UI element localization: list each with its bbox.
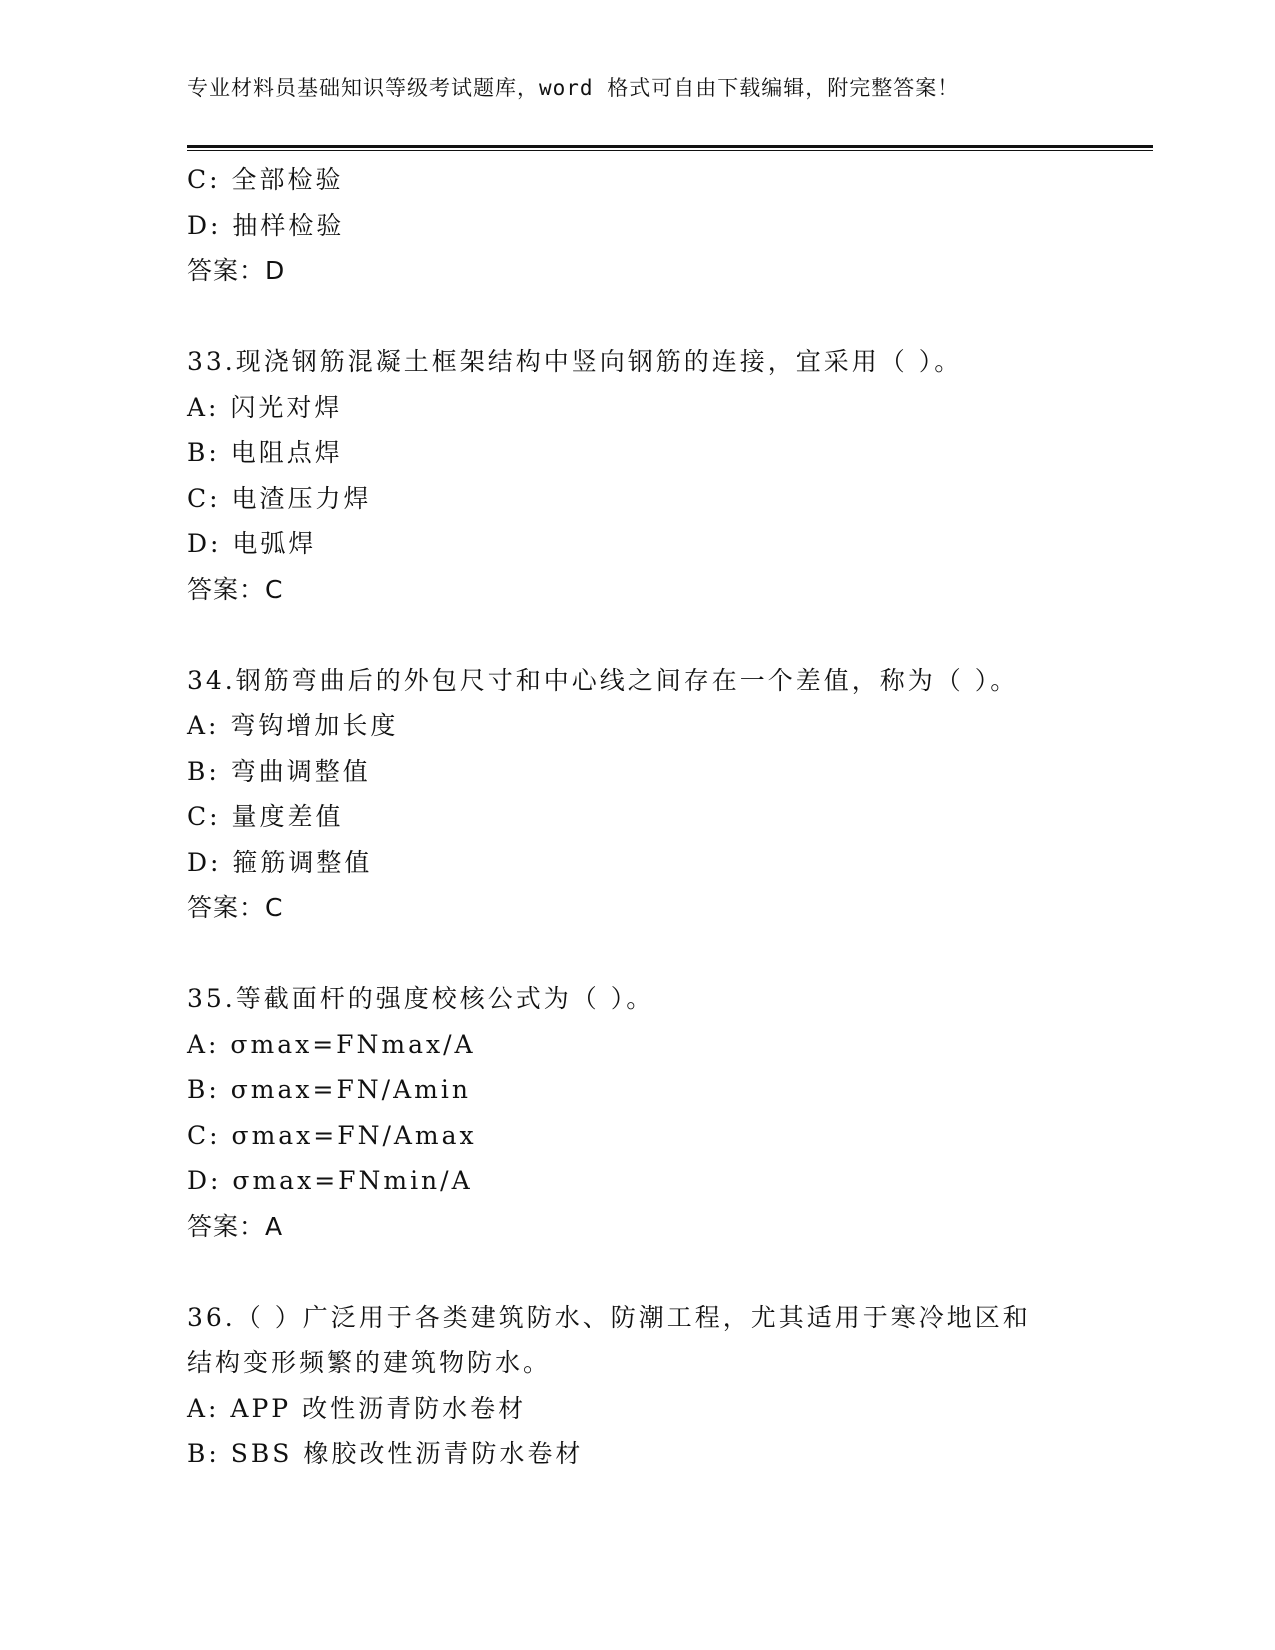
option-d: D: σmax=FNmin/A <box>187 1166 473 1195</box>
question-block-35 <box>187 976 1147 1249</box>
option-a: A: 弯钩增加长度 <box>187 711 399 740</box>
question-stem: 33.现浇钢筋混凝土框架结构中竖向钢筋的连接，宜采用（ ）。 <box>187 347 963 376</box>
question-block-32 <box>187 157 1147 294</box>
answer-line: 答案：D <box>187 256 286 285</box>
header-rule-thick <box>187 145 1153 148</box>
spacer <box>187 612 1147 658</box>
option-c: C: σmax=FN/Amax <box>187 1120 477 1150</box>
option-c: C: 电渣压力焊 <box>187 483 372 513</box>
question-stem: 36.（ ）广泛用于各类建筑防水、防潮工程，尤其适用于寒冷地区和 <box>187 1302 1031 1332</box>
question-stem: 34.钢筋弯曲后的外包尺寸和中心线之间存在一个差值，称为（ ）。 <box>187 665 1019 695</box>
option-a: A: 闪光对焊 <box>187 392 343 422</box>
spacer <box>187 294 1147 340</box>
option-d: D: 电弧焊 <box>187 529 317 558</box>
option-b: B: 电阻点焊 <box>187 438 343 467</box>
answer-line: 答案：A <box>187 1211 284 1241</box>
option-a: A: σmax=FNmax/A <box>187 1029 476 1059</box>
question-list <box>187 157 1147 1477</box>
spacer <box>187 1249 1147 1295</box>
option-d: D: 箍筋调整值 <box>187 847 373 877</box>
option-c: C: 量度差值 <box>187 802 344 831</box>
header-rule-thin <box>187 150 1153 151</box>
option-b: B: 弯曲调整值 <box>187 756 371 786</box>
question-stem: 35.等截面杆的强度校核公式为（ ）。 <box>187 984 655 1013</box>
option-b: B: σmax=FN/Amin <box>187 1075 471 1104</box>
page-header: 专业材料员基础知识等级考试题库，word 格式可自由下载编辑，附完整答案！ <box>187 76 960 100</box>
option-b: B: SBS 橡胶改性沥青防水卷材 <box>187 1439 584 1468</box>
option-a: A: APP 改性沥青防水卷材 <box>187 1393 527 1423</box>
question-block-36 <box>187 1295 1147 1477</box>
spacer <box>187 931 1147 977</box>
option-c: C: 全部检验 <box>187 165 344 194</box>
answer-line: 答案：C <box>187 893 284 922</box>
question-stem-continued: 结构变形频繁的建筑物防水。 <box>187 1348 552 1377</box>
question-block-33 <box>187 339 1147 612</box>
question-block-34 <box>187 658 1147 931</box>
answer-line: 答案：C <box>187 574 284 604</box>
option-d: D: 抽样检验 <box>187 210 345 240</box>
